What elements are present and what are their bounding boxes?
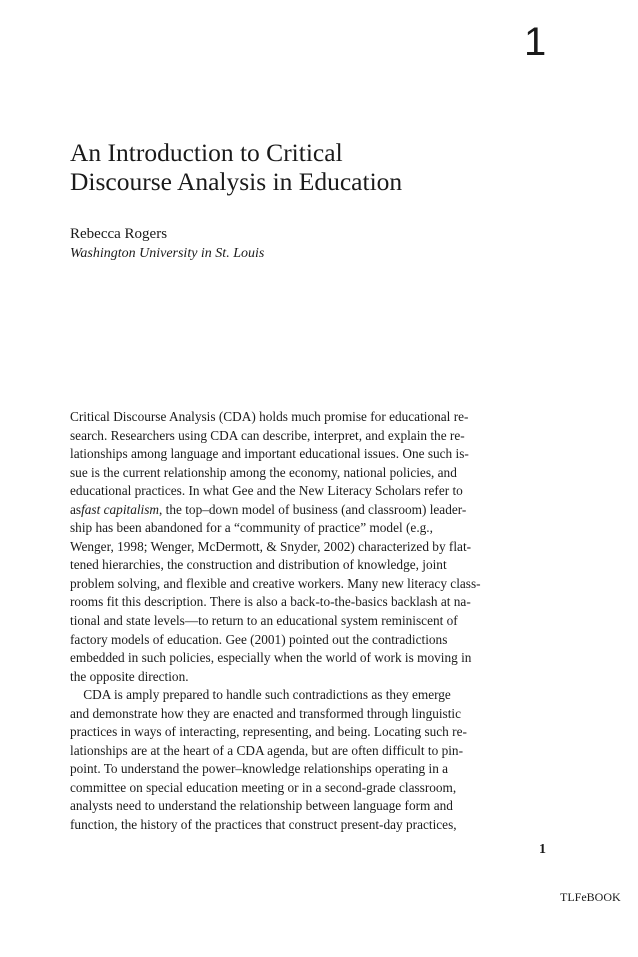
body-line: function, the history of the practices that construct present-day practices, (70, 817, 457, 833)
author-name: Rebecca Rogers (70, 226, 168, 242)
body-line: practices in ways of interacting, representing, and being. Locating such re- (70, 724, 467, 740)
chapter-title (70, 138, 402, 196)
body-text-fragment: , the top–down model of business (and classroom) leader- (159, 501, 467, 517)
watermark-text: TLFeBOOK (560, 890, 621, 904)
body-line: educational practices. In what Gee and the New Literacy Scholars refer to (70, 483, 463, 499)
author-affiliation: Washington University in St. Louis (70, 246, 265, 261)
emphasis-fast-capitalism: fast capitalism (81, 501, 160, 517)
body-line: problem solving, and flexible and creative workers. Many new literacy class- (70, 575, 481, 591)
body-text (70, 408, 510, 835)
body-line: tional and state levels—to return to an educational system reminiscent of (70, 613, 458, 629)
body-line: lationships among language and important educational issues. One such is- (70, 446, 469, 462)
body-line: ship has been abandoned for a “community of practice” model (e.g., (70, 520, 433, 536)
body-line: embedded in such policies, especially when the world of work is moving in (70, 650, 472, 666)
body-line: committee on special education meeting or in a second-grade classroom, (70, 779, 457, 795)
chapter-title-line-1: An Introduction to Critical (70, 138, 343, 167)
body-line: sue is the current relationship among the economy, national policies, and (70, 464, 457, 480)
body-line: search. Researchers using CDA can describe, interpret, and explain the re- (70, 427, 465, 443)
body-line: CDA is amply prepared to handle such contradictions as they emerge (70, 687, 451, 703)
page-number: 1 (539, 842, 546, 857)
body-line: point. To understand the power–knowledge relationships operating in a (70, 761, 449, 777)
body-line: tened hierarchies, the construction and distribution of knowledge, joint (70, 557, 447, 573)
body-text-fragment: as (70, 501, 82, 517)
body-line: the opposite direction. (70, 668, 189, 684)
body-line: analysts need to understand the relationship between language form and (70, 798, 453, 814)
body-line: factory models of education. Gee (2001) pointed out the contradictions (70, 631, 448, 647)
body-line: Critical Discourse Analysis (CDA) holds much promise for educational re- (70, 409, 469, 424)
chapter-title-line-2: Discourse Analysis in Education (70, 167, 403, 196)
body-line-fast-capitalism (70, 501, 510, 520)
body-line: and demonstrate how they are enacted and transformed through linguistic (70, 705, 462, 721)
chapter-number: 1 (524, 20, 547, 64)
body-line: lationships are at the heart of a CDA agenda, but are often difficult to pin- (70, 742, 463, 758)
body-line: Wenger, 1998; Wenger, McDermott, & Snyder, 2002) characterized by flat- (70, 538, 472, 554)
body-line: rooms fit this description. There is also a back-to-the-basics backlash at na- (70, 594, 471, 610)
